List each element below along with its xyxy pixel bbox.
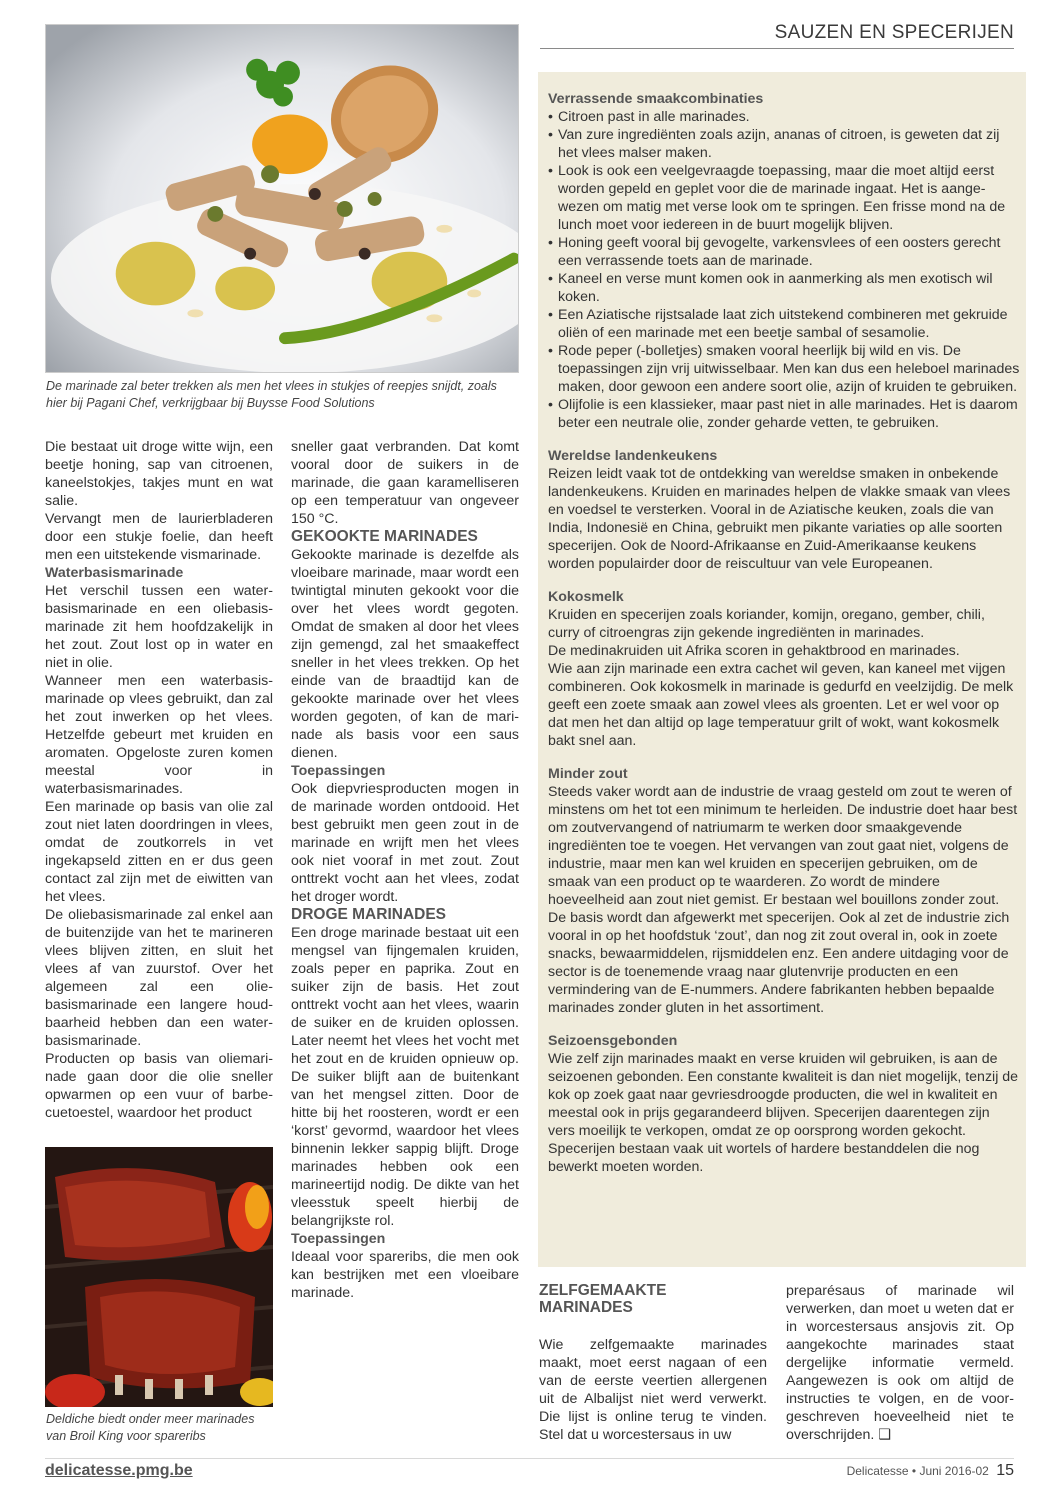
end-mark-icon: ❑ xyxy=(878,1427,892,1443)
sidebar-heading-kokosmelk: Kokosmelk xyxy=(548,589,624,605)
issue-label: Delicatesse • Juni 2016-02 xyxy=(846,1464,989,1478)
article-column-3 xyxy=(539,1336,767,1444)
article-column-1 xyxy=(45,438,273,1122)
spareribs-photo xyxy=(45,1147,273,1407)
list-item: • Een Aziatische rijstsalade laat zich uitstekend combineren met gekruide oliën of een marinade met een beetje sambal of sesamolie. xyxy=(548,306,1020,342)
paragraph: Een droge marinade bestaat uit een mengsel van fijngemalen kruiden, zoals peper en paprika. Zout en suiker zijn de basis. Het zout onttrekt vocht aan het vlees, waarin de suiker en de kruiden oplossen. Later neemt het vlees het vocht met het zout en de kruiden opnieuw op. De suiker blijft aan de buitenkant van het mengsel zitten. Door de hitte bij het roosteren, wordt er een ‘korst’ gevormd, waardoor het vlees binnenin lekker sappig blijft. Droge marinades hebben ook een marineertijd nodig. De dikte van het vleesstuk speelt hierbij de belangrijkste rol. xyxy=(291,925,519,1229)
paragraph: Wie aan zijn marinade een extra cachet wil geven, kan kaneel met vijgen combineren. Ook kokosmelk in marinade is gedurfd en veelzijdig. De melk geeft een zoete smaak aan zowel vlees als groenten. Let er wel voor op dat men het dan altijd op lage temperatuur grilt of wokt, want kokosmelk bakt snel aan. xyxy=(548,661,1014,749)
paragraph: Kruiden en specerijen zoals koriander, komijn, oregano, gember, chili, curry of citroengras zijn gekende ingrediënten in marinades. xyxy=(548,607,985,641)
section-title: SAUZEN EN SPECERIJEN xyxy=(774,22,1014,43)
spareribs-caption: Deldiche biedt onder meer marinades van Broil King voor spareribs xyxy=(46,1412,255,1443)
sidebar-heading-landenkeukens: Wereldse landenkeukens xyxy=(548,448,718,464)
sidebar-heading-seizoensgebonden: Seizoensgebonden xyxy=(548,1033,678,1049)
paragraph: Ideaal voor spareribs, die men ook kan bestrijken met een vloeibare marinade. xyxy=(291,1249,519,1301)
subheading-waterbasismarinade: Waterbasismarinade xyxy=(45,565,184,581)
list-item: • Rode peper (-bolletjes) smaken vooral heerlijk bij wild en vis. De toepassingen zijn vrij uitwisselbaar. Men kan dus een heleboel marinades maken, door gewoon een andere soort olie, azijn of kruiden te gebruiken. xyxy=(548,342,1020,396)
paragraph: Het verschil tussen een waterbasismarinade en een oliebasismarinade zit hem hoofdzakelijk in het zout. Zout lost op in water en niet in olie. xyxy=(45,583,273,671)
paragraph: Wie zelfgemaakte marinades maakt, moet eerst nagaan of een van de eerste veertien allergenen uit de Albalijst niet werd verwerkt. Die lijst is online terug te vinden. Stel dat u worcestersaus in uw xyxy=(539,1337,767,1443)
sidebar-content xyxy=(548,90,1020,1176)
bullet-list xyxy=(548,108,1020,432)
sidebar-heading-minder-zout: Minder zout xyxy=(548,766,628,782)
paragraph: Een marinade op basis van olie zal zout niet laten doordringen in vlees, omdat de zoutkorrels in vet ingekapseld zitten en er dus geen contact zal zijn met de eiwitten van het vlees. xyxy=(45,799,273,905)
list-item: • Honing geeft vooral bij gevogelte, varkensvlees of een oosters gerecht een verrassende toets aan de marinade. xyxy=(548,234,1020,270)
sidebar-heading-smaakcombinaties: Verrassende smaakcombinaties xyxy=(548,91,764,107)
paragraph: Wanneer men een waterbasismarinade op vlees gebruikt, dan zal het zout inwerken op het vlees. Hetzelfde gebeurt met kruiden en aromaten. Opgeloste zuren komen meestal voor in waterbasismarinades. xyxy=(45,673,273,797)
list-item: • Look is ook een veelgevraagde toepassing, maar die moet altijd eerst worden gepeld en geplet voor die de marinade ingaat. Het is aangewezen om matig met verse look om te springen. Een frisse mond na de lunch moet voor iedereen in de buurt mogelijk blijven. xyxy=(548,162,1020,234)
footer-rule xyxy=(45,1458,1014,1459)
paragraph: Vervangt men de laurierbladeren door een stukje foelie, dan heeft men een uitstekende vismarinade. xyxy=(45,511,273,563)
paragraph: sneller gaat verbranden. Dat komt vooral door de suikers in de marinade, die gaan karamelliseren op een temperatuur van ongeveer 150 °C. xyxy=(291,439,519,527)
paragraph: Wie zelf zijn marinades maakt en verse kruiden wil gebruiken, is aan de seizoenen gebonden. Een constante kwaliteit is dan niet mogelijk, tenzij de kok op zoek gaat naar gevriesdroogde producten, die wel in kwaliteit en meestal ook in prijs gegarandeerd blijven. Specerijen daarentegen zijn vers moeilijk te verkopen, omdat ze op oorsprong worden gekocht. Specerijen bestaan vaak uit wortels of hardere bestanddelen die nog bewerkt moeten worden. xyxy=(548,1051,1019,1175)
list-item: • Citroen past in alle marinades. xyxy=(548,108,1020,126)
paragraph: Ook diepvriesproducten mogen in de marinade worden ontdooid. Het best gebruikt men geen zout in de marinade en wrijft men het vlees ook niet vooraf in met zout. Zout onttrekt vocht aan het vlees, zodat het droger wordt. xyxy=(291,781,519,905)
paragraph: Steeds vaker wordt aan de industrie de vraag gesteld om zout te weren of minstens om het tot een minimum te herleiden. De industrie doet haar best om zoutvervangend of natriumarm te werken door smaakgevende ingrediënten toe te voegen. Het vervangen van zout gaat niet, volgens de industrie, maar men kan wel kruiden en specerijen gebruiken, om de smaak van een product op te waarderen. Zo wordt de mindere hoeveelheid aan zout niet gemist. Er bestaan wel bouillons zonder zout. De basis wordt dan afgewerkt met specerijen. Ook al zet de industrie zich vooral in op het hoofdstuk ‘zout’, dan nog zit zout overal in, ook in zoete snacks, bewaarmiddelen, rijsmiddelen enz. Een andere uitdaging voor de sector is de toenemende vraag naar glutenvrije producten en een vermindering van de E-nummers. Andere fabrikanten hebben bepaalde marinades zonder gluten in het assortiment. xyxy=(548,784,1018,1016)
paragraph-text: preparésaus of marinade wil verwerken, dan moet u weten dat er in worcestersaus ansjovis zit. Op aangekochte marinades staat dergelijke informatie vermeld. Aangewezen is ook om altijd de instructies te volgen, en de voorgeschreven hoeveelheid niet te overschrijden. xyxy=(786,1283,1014,1443)
photo-top-caption: De marinade zal beter trekken als men het vlees in stukjes of reepjes snijdt, zoals hier bij Pagani Chef, verkrijgbaar bij Buysse Food Solutions xyxy=(46,379,497,410)
section-title-rule xyxy=(540,48,1014,49)
list-item: • Van zure ingrediënten zoals azijn, ananas of citroen, is geweten dat zij het vlees malser maken. xyxy=(548,126,1020,162)
article-column-4 xyxy=(786,1282,1014,1444)
list-item: • Olijfolie is een klassieker, maar past niet in alle marinades. Het is daarom beter een neutrale olie, zonder geharde vetten, te gebruiken. xyxy=(548,396,1020,432)
paragraph: Reizen leidt vaak tot de ontdekking van wereldse smaken in onbekende landenkeukens. Kruiden en marinades helpen de vlakke smaak van vlees en voedsel te versterken. Vooral in de Aziatische keuken, zoals die van India, Indonesië en China, gebruikt men pikante variaties op alle soorten specerijen. Ook de Noord-Afrikaanse en Zuid-Amerikaanse keukens worden populairder door de reiscultuur van vele Europeanen. xyxy=(548,466,1011,572)
heading-droge-marinades: DROGE MARINADES xyxy=(291,906,447,923)
page-number: 15 xyxy=(996,1462,1014,1479)
paragraph: Producten op basis van oliemarinade gaan door die olie sneller opwarmen op een vuur of barbecuetoestel, waardoor het product xyxy=(45,1051,273,1121)
paragraph: De medinakruiden uit Afrika scoren in gehaktbrood en marinades. xyxy=(548,643,960,659)
subheading-toepassingen: Toepassingen xyxy=(291,763,386,779)
paragraph xyxy=(786,1282,1014,1444)
article-column-2 xyxy=(291,438,519,1302)
paragraph: De oliebasismarinade zal enkel aan de buitenzijde van het te marineren vlees blijven zitten, en sluit het vlees af van zuurstof. Over het algemeen zal een oliebasismarinade een langere houdbaarheid hebben dan een waterbasismarinade. xyxy=(45,907,273,1049)
paragraph: Die bestaat uit droge witte wijn, een beetje honing, sap van citroenen, kaneelstokjes, takjes munt en wat salie. xyxy=(45,439,273,509)
list-item: • Kaneel en verse munt komen ook in aanmerking als men exotisch wil koken. xyxy=(548,270,1020,306)
paragraph: Gekookte marinade is dezelfde als vloeibare marinade, maar wordt een twintigtal minuten gekookt voor die over het vlees wordt gegoten. Omdat de smaken al door het vlees zijn gemengd, zal het smaakeffect sneller in het vlees trekken. Op het einde van de braadtijd kan de gekookte marinade over het vlees worden gegoten, of kan de marinade als basis voor een saus dienen. xyxy=(291,547,519,761)
footer-issue xyxy=(847,1462,1014,1480)
subheading-toepassingen: Toepassingen xyxy=(291,1231,386,1247)
food-photo-top xyxy=(45,24,519,373)
heading-gekookte-marinades: GEKOOKTE MARINADES xyxy=(291,528,478,545)
heading-zelfgemaakte-marinades: ZELFGEMAAKTE MARINADES xyxy=(539,1282,667,1316)
footer-site-link[interactable]: delicatesse.pmg.be xyxy=(45,1462,193,1479)
